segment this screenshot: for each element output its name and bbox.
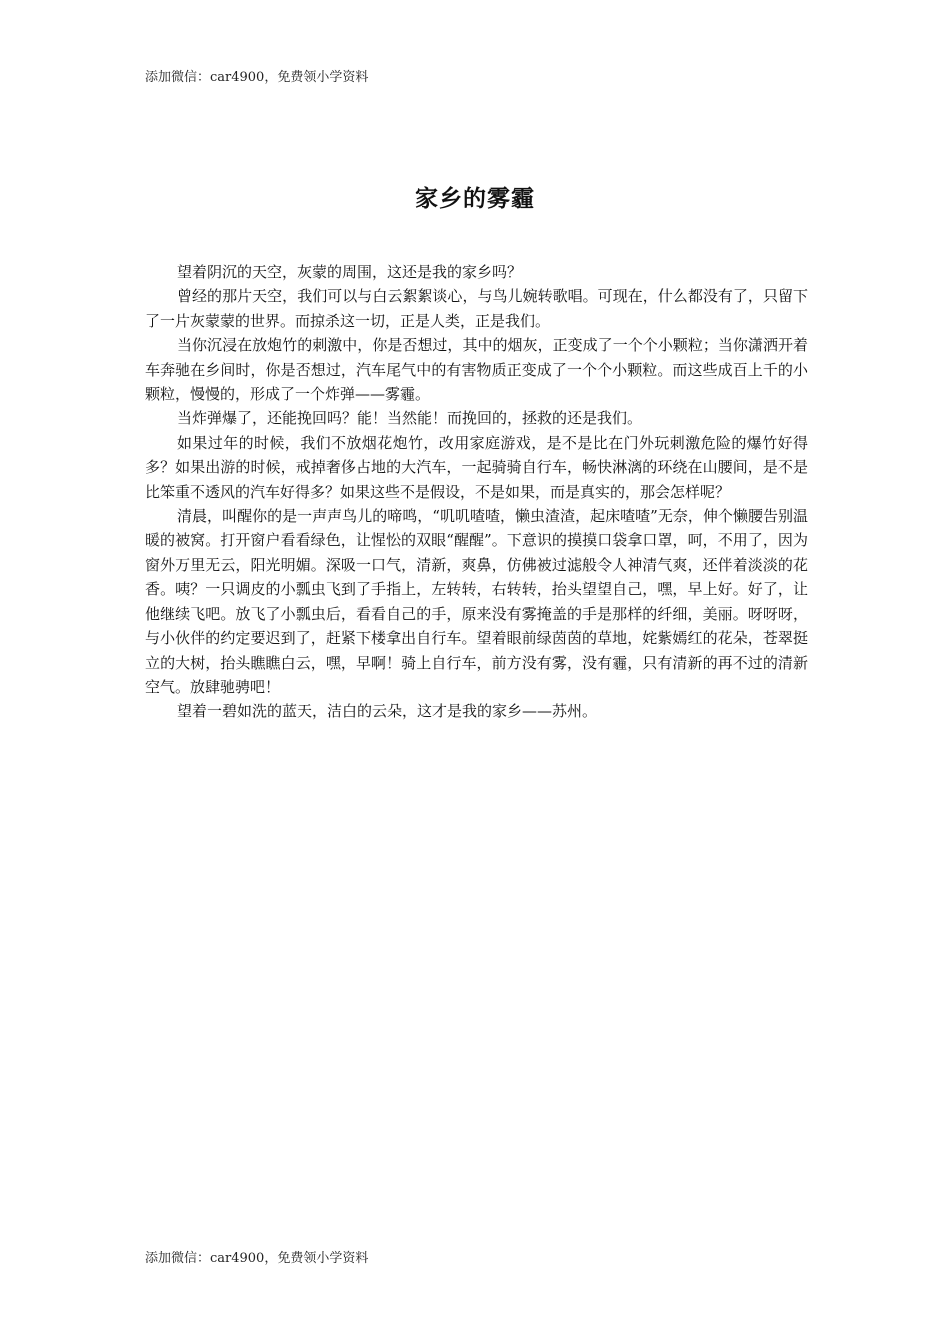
paragraph: 当你沉浸在放炮竹的刺激中，你是否想过，其中的烟灰，正变成了一个个小颗粒；当你潇洒开着车奔驰在乡间时，你是否想过，汽车尾气中的有害物质正变成了一个个小颗粒。而这些成百上千的小颗粒，慢慢的，形成了一个炸弹——雾霾。 [145, 336, 808, 404]
paragraph: 当炸弹爆了，还能挽回吗？能！当然能！而挽回的，拯救的还是我们。 [177, 409, 643, 428]
paragraph: 望着阴沉的天空，灰蒙的周围，这还是我的家乡吗？ [177, 263, 523, 281]
document-title: 家乡的雾霾 [415, 186, 535, 212]
header-note: 添加微信：car4900，免费领小学资料 [145, 70, 369, 85]
paragraph: 清晨，叫醒你的是一声声鸟儿的啼鸣，“叽叽喳喳，懒虫渣渣，起床喳喳”无奈，伸个懒腰告别温暖的被窝。打开窗户看看绿色，让惺忪的双眼“醒醒”。下意识的摸摸口袋拿口罩，呵，不用了，因为窗外万里无云，阳光明媚。深吸一口气，清新，爽鼻，仿佛被过滤般令人神清气爽，还伴着淡淡的花香。咦？一只调皮的小瓢虫飞到了手指上，左转转，右转转，抬头望望自己，嘿，早上好。好了，让他继续飞吧。放飞了小瓢虫后，看看自己的手，原来没有雾掩盖的手是那样的纤细，美丽。呀呀呀，与小伙伴的约定要迟到了，赶紧下楼拿出自行车。望着眼前绿茵茵的草地，姹紫嫣红的花朵，苍翠挺立的大树，抬头瞧瞧白云，嘿，早啊！骑上自行车，前方没有雾，没有霾，只有清新的再不过的清新空气。放肆驰骋吧！ [145, 507, 808, 696]
document-body [145, 260, 808, 724]
paragraph: 望着一碧如洗的蓝天，洁白的云朵，这才是我的家乡——苏州。 [177, 702, 598, 721]
footer-note: 添加微信：car4900，免费领小学资料 [145, 1251, 369, 1266]
paragraph: 如果过年的时候，我们不放烟花炮竹，改用家庭游戏，是不是比在门外玩刺激危险的爆竹好得多？如果出游的时候，戒掉奢侈占地的大汽车，一起骑骑自行车，畅快淋漓的环绕在山腰间，是不是比笨重不透风的汽车好得多？如果这些不是假设，不是如果，而是真实的，那会怎样呢？ [145, 433, 808, 501]
paragraph: 曾经的那片天空，我们可以与白云絮絮谈心，与鸟儿婉转歌唱。可现在，什么都没有了，只留下了一片灰蒙蒙的世界。而掠杀这一切，正是人类，正是我们。 [145, 287, 808, 330]
